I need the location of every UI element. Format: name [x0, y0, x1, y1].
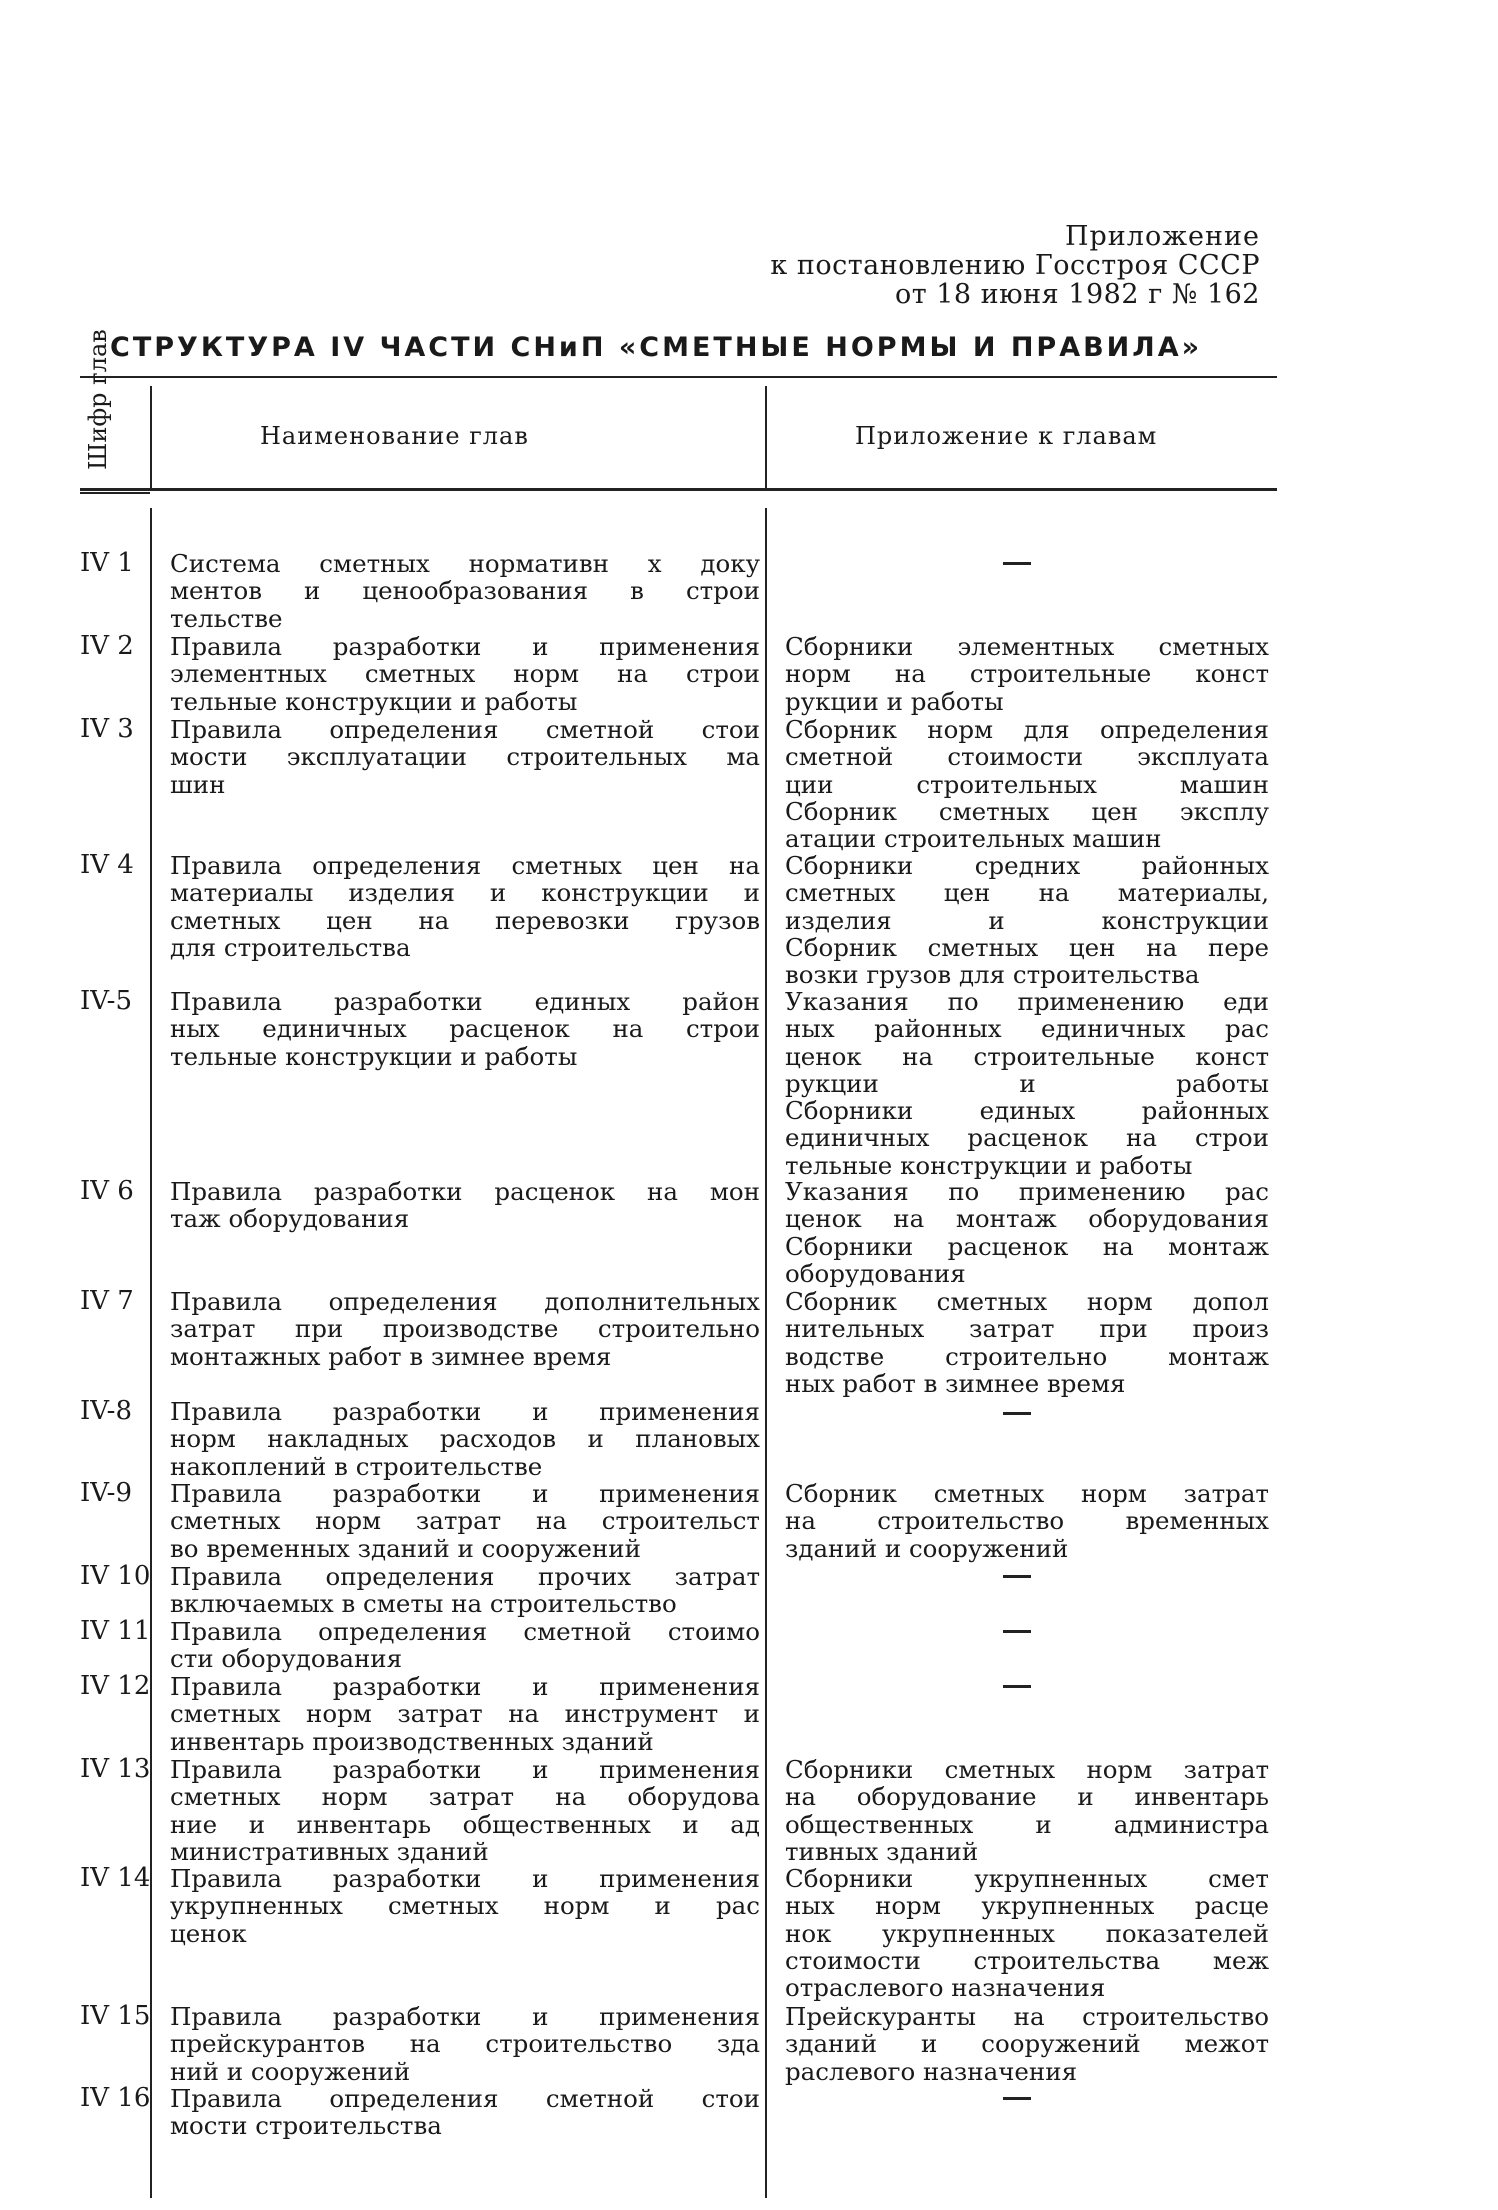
chapter-name-line: Правила определения дополнительных	[170, 1287, 760, 1316]
row-chapter-name	[170, 1756, 760, 1865]
appendix-line: изделия и конструкции	[785, 905, 1269, 935]
row-code: IV-8	[80, 1396, 132, 1426]
row-chapter-name	[170, 1563, 760, 1618]
chapter-name-line: Правила определения сметных цен на	[170, 851, 760, 880]
chapter-name-line: накоплений в строительстве	[170, 1451, 543, 1481]
row-code: IV 15	[80, 2001, 151, 2031]
row-chapter-name	[170, 633, 760, 715]
appendix-line: единичных расценок на строи	[785, 1123, 1269, 1153]
chapter-name-line: затрат при производстве строительно	[170, 1314, 760, 1344]
chapter-name-line: прейскурантов на строительство зда	[170, 2029, 760, 2059]
appendix-line: водстве строительно монтаж	[785, 1341, 1269, 1371]
row-chapter-name	[170, 2085, 760, 2140]
row-code: IV 2	[80, 631, 134, 661]
chapter-name-line: Правила разработки и применения	[170, 1397, 760, 1426]
header-line-2: к постановлению Госстроя СССР	[770, 250, 1260, 281]
empty-appendix-dash	[1003, 2097, 1031, 2100]
chapter-name-line: инвентарь производственных зданий	[170, 1726, 654, 1756]
chapter-name-line: ний и сооружений	[170, 2056, 411, 2086]
chapter-name-line: тельные конструкции и работы	[170, 686, 578, 716]
chapter-name-line: Правила определения сметной стои	[170, 2084, 760, 2113]
appendix-line: Сборник сметных норм затрат	[785, 1479, 1269, 1508]
chapter-name-line: Правила разработки расценок на мон	[170, 1177, 760, 1206]
appendix-line: ценок на строительные конст	[785, 1041, 1269, 1071]
header-divider-2	[765, 386, 767, 488]
row-chapter-name	[170, 550, 760, 632]
body-divider-1	[150, 508, 152, 2198]
chapter-name-line: сти оборудования	[170, 1644, 403, 1674]
row-chapter-name	[170, 852, 760, 961]
appendix-line: Сборники укрупненных смет	[785, 1864, 1269, 1893]
chapter-name-line: во временных зданий и сооружений	[170, 1533, 641, 1563]
chapter-name-line: ных единичных расценок на строи	[170, 1014, 760, 1044]
row-appendix	[785, 1288, 1269, 1397]
chapter-name-line: Правила разработки и применения	[170, 1479, 760, 1508]
appendix-line: нок укрупненных показателей	[785, 1918, 1269, 1948]
appendix-line: Сборники сметных норм затрат	[785, 1755, 1269, 1784]
row-chapter-name	[170, 1480, 760, 1562]
chapter-name-line: министративных зданий	[170, 1836, 489, 1866]
row-appendix	[785, 1178, 1269, 1287]
chapter-name-line: материалы изделия и конструкции и	[170, 878, 760, 908]
row-appendix	[785, 1865, 1269, 2001]
row-code: IV 14	[80, 1863, 151, 1893]
appendix-line: тивных зданий	[785, 1836, 979, 1866]
chapter-name-line: норм накладных расходов и плановых	[170, 1424, 760, 1454]
chapter-name-line: Правила определения сметной стои	[170, 715, 760, 744]
chapter-name-line: Система сметных нормативн х доку	[170, 549, 760, 578]
appendix-line: возки грузов для строительства	[785, 960, 1200, 990]
empty-appendix-dash	[1003, 1630, 1031, 1633]
row-appendix	[785, 633, 1269, 715]
chapter-name-line: Правила определения сметной стоимо	[170, 1617, 760, 1646]
chapter-name-line: монтажных работ в зимнее время	[170, 1341, 612, 1371]
row-code: IV 12	[80, 1671, 151, 1701]
appendix-line: Сборник сметных норм допол	[785, 1287, 1269, 1316]
row-chapter-name	[170, 1178, 760, 1233]
appendix-line: на оборудование и инвентарь	[785, 1782, 1269, 1812]
appendix-line: рукции и работы	[785, 686, 1004, 716]
body-divider-2	[765, 508, 767, 2198]
chapter-name-line: Правила разработки и применения	[170, 1864, 760, 1893]
empty-appendix-dash	[1003, 1685, 1031, 1688]
appendix-line: раслевого назначения	[785, 2056, 1078, 2086]
appendix-line: общественных и администра	[785, 1809, 1269, 1839]
appendix-line: Сборник норм для определения	[785, 715, 1269, 744]
chapter-name-line: сметных цен на перевозки грузов	[170, 905, 760, 935]
column-header-code	[80, 329, 154, 488]
row-appendix	[785, 852, 1269, 988]
row-code: IV 10	[80, 1561, 151, 1591]
appendix-line: ценок на монтаж оборудования	[785, 1204, 1269, 1234]
row-chapter-name	[170, 1288, 760, 1370]
row-code: IV 16	[80, 2083, 151, 2113]
row-appendix	[785, 2003, 1269, 2085]
chapter-name-line: мости строительства	[170, 2111, 442, 2141]
appendix-line: сметной стоимости эксплуата	[785, 742, 1269, 772]
empty-appendix-dash	[1003, 1412, 1031, 1415]
appendix-line: ных норм укрупненных расце	[785, 1891, 1269, 1921]
appendix-line: зданий и сооружений	[785, 1533, 1069, 1563]
appendix-line: норм на строительные конст	[785, 659, 1269, 689]
row-appendix	[785, 988, 1269, 1179]
header-line-3: от 18 июня 1982 г № 162	[894, 279, 1260, 310]
chapter-name-line: сметных норм затрат на оборудова	[170, 1782, 760, 1812]
row-code: IV 4	[80, 850, 134, 880]
chapter-name-line: для строительства	[170, 932, 411, 962]
appendix-line: Указания по применению еди	[785, 987, 1269, 1016]
row-chapter-name	[170, 2003, 760, 2085]
appendix-line: стоимости строительства меж	[785, 1945, 1269, 1975]
row-code: IV 3	[80, 714, 134, 744]
chapter-name-line: Правила разработки и применения	[170, 1672, 760, 1701]
row-code: IV 11	[80, 1616, 151, 1646]
row-chapter-name	[170, 716, 760, 798]
chapter-name-line: Правила определения прочих затрат	[170, 1562, 760, 1591]
appendix-line: Сборники расценок на монтаж	[785, 1231, 1269, 1261]
row-chapter-name	[170, 1618, 760, 1673]
table-header-bottom-rule	[80, 488, 1277, 491]
chapter-name-line: ние и инвентарь общественных и ад	[170, 1809, 760, 1839]
appendix-line: Сборники элементных сметных	[785, 632, 1269, 661]
appendix-line: нительных затрат при произ	[785, 1314, 1269, 1344]
chapter-name-line: элементных сметных норм на строи	[170, 659, 760, 689]
row-code: IV 1	[80, 548, 134, 578]
row-appendix	[785, 1480, 1269, 1562]
appendix-line: рукции и работы	[785, 1068, 1269, 1098]
appendix-line: сметных цен на материалы,	[785, 878, 1269, 908]
appendix-header	[770, 222, 1260, 309]
row-chapter-name	[170, 1398, 760, 1480]
chapter-name-line: Правила разработки и применения	[170, 2002, 760, 2031]
chapter-name-line: тельные конструкции и работы	[170, 1041, 578, 1071]
document-title: СТРУКТУРА IV ЧАСТИ СНиП «СМЕТНЫЕ НОРМЫ И ПРАВИЛА»	[110, 332, 1203, 363]
chapter-name-line: ментов и ценообразования в строи	[170, 576, 760, 606]
appendix-line: Сборник сметных цен на пере	[785, 932, 1269, 962]
column-header-code-label: Шифр глав	[84, 329, 112, 470]
row-appendix	[785, 1756, 1269, 1865]
empty-appendix-dash	[1003, 1575, 1031, 1578]
empty-appendix-dash	[1003, 562, 1031, 565]
header-line-1: Приложение	[1064, 221, 1260, 252]
row-chapter-name	[170, 988, 760, 1070]
appendix-line: Сборники средних районных	[785, 851, 1269, 880]
chapter-name-line: Правила разработки и применения	[170, 1755, 760, 1784]
row-code: IV 6	[80, 1176, 134, 1206]
chapter-name-line: Правила разработки единых район	[170, 987, 760, 1016]
appendix-line: отраслевого назначения	[785, 1973, 1106, 2003]
chapter-name-line: укрупненных сметных норм и рас	[170, 1891, 760, 1921]
appendix-line: ции строительных машин	[785, 769, 1269, 799]
row-code: IV 13	[80, 1754, 151, 1784]
appendix-line: зданий и сооружений межот	[785, 2029, 1269, 2059]
appendix-line: Сборники единых районных	[785, 1096, 1269, 1126]
chapter-name-line: Правила разработки и применения	[170, 632, 760, 661]
column-header-name: Наименование глав	[260, 422, 529, 450]
chapter-name-line: сметных норм затрат на инструмент и	[170, 1699, 760, 1729]
header-divider-1	[150, 386, 152, 488]
column-header-appendix: Приложение к главам	[855, 422, 1158, 450]
appendix-line: Указания по применению рас	[785, 1177, 1269, 1206]
row-chapter-name	[170, 1673, 760, 1755]
row-code: IV-5	[80, 986, 132, 1016]
row-code: IV-9	[80, 1478, 132, 1508]
appendix-line: ных районных единичных рас	[785, 1014, 1269, 1044]
appendix-line: атации строительных машин	[785, 824, 1162, 854]
chapter-name-line: мости эксплуатации строительных ма	[170, 742, 760, 772]
appendix-line: тельные конструкции и работы	[785, 1150, 1193, 1180]
appendix-line: Сборник сметных цен эксплу	[785, 796, 1269, 826]
appendix-line: на строительство временных	[785, 1506, 1269, 1536]
chapter-name-line: таж оборудования	[170, 1204, 410, 1234]
table-header-short-rule	[80, 492, 150, 494]
appendix-line: оборудования	[785, 1258, 966, 1288]
appendix-line: ных работ в зимнее время	[785, 1368, 1126, 1398]
row-appendix	[785, 716, 1269, 852]
chapter-name-line: включаемых в сметы на строительство	[170, 1589, 677, 1619]
row-chapter-name	[170, 1865, 760, 1947]
appendix-line: Прейскуранты на строительство	[785, 2002, 1269, 2031]
chapter-name-line: шин	[170, 769, 226, 799]
chapter-name-line: тельстве	[170, 603, 283, 633]
row-code: IV 7	[80, 1286, 134, 1316]
chapter-name-line: сметных норм затрат на строительст	[170, 1506, 760, 1536]
chapter-name-line: ценок	[170, 1918, 247, 1948]
